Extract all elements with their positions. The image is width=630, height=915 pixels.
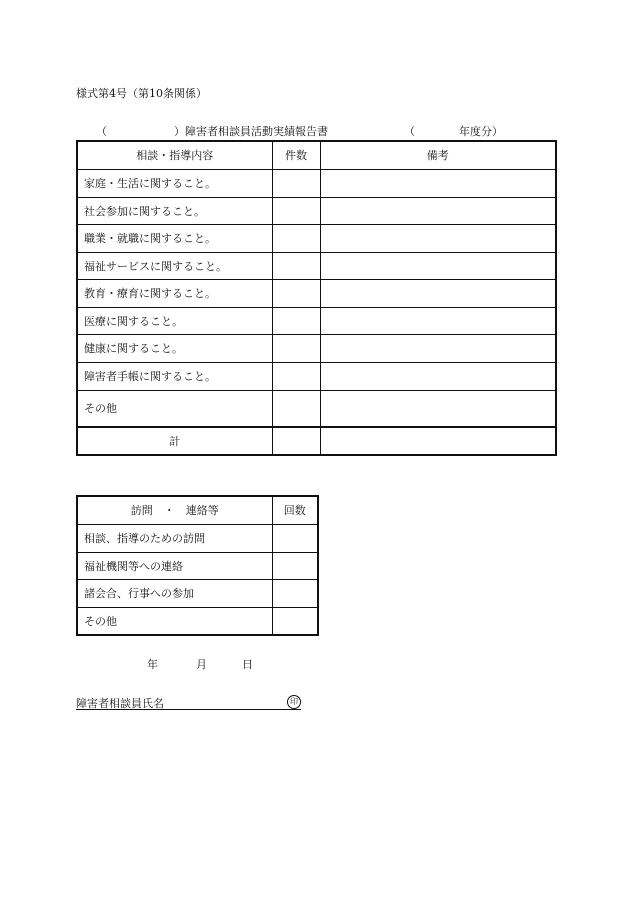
count-cell[interactable] xyxy=(272,197,320,224)
seal-mark-icon: 印 xyxy=(287,695,301,709)
total-label: 計 xyxy=(77,427,272,455)
table-row xyxy=(77,252,556,279)
remarks-cell[interactable] xyxy=(320,307,556,334)
table-row xyxy=(77,224,556,252)
row-label: 家庭・生活に関すること。 xyxy=(77,169,272,197)
table-row xyxy=(77,524,318,552)
table-row xyxy=(77,169,556,197)
row-label: 職業・就職に関すること。 xyxy=(77,224,272,252)
year-open-paren: （ xyxy=(404,125,415,138)
row-label: 相談、指導のための訪問 xyxy=(77,524,272,552)
header-remarks: 備考 xyxy=(320,141,556,169)
header-visits-contacts: 訪問 ・ 連絡等 xyxy=(77,496,272,524)
table-row xyxy=(77,390,556,427)
row-label: 教育・療育に関すること。 xyxy=(77,279,272,307)
remarks-cell[interactable] xyxy=(320,252,556,279)
form-number-label: 様式第4号（第10条関係） xyxy=(76,87,207,100)
count-cell[interactable] xyxy=(272,169,320,197)
visits-table xyxy=(76,495,319,636)
date-day-label: 日 xyxy=(242,658,253,671)
times-cell[interactable] xyxy=(272,607,318,635)
count-cell[interactable] xyxy=(272,334,320,362)
visits-header-row xyxy=(77,496,318,524)
times-cell[interactable] xyxy=(272,552,318,579)
row-label: その他 xyxy=(77,390,272,427)
table-row xyxy=(77,279,556,307)
row-label: 福祉サービスに関すること。 xyxy=(77,252,272,279)
header-times: 回数 xyxy=(272,496,318,524)
report-title: ）障害者相談員活動実績報告書 xyxy=(174,125,328,138)
remarks-cell[interactable] xyxy=(320,390,556,427)
row-label: 健康に関すること。 xyxy=(77,334,272,362)
row-label: その他 xyxy=(77,607,272,635)
table-row xyxy=(77,307,556,334)
count-cell[interactable] xyxy=(272,390,320,427)
remarks-cell[interactable] xyxy=(320,197,556,224)
table-row xyxy=(77,197,556,224)
consultation-table xyxy=(76,140,557,456)
fiscal-year-label: 年度分） xyxy=(459,125,503,138)
row-label: 社会参加に関すること。 xyxy=(77,197,272,224)
table-row xyxy=(77,334,556,362)
table-row xyxy=(77,362,556,390)
row-label: 福祉機関等への連絡 xyxy=(77,552,272,579)
times-cell[interactable] xyxy=(272,579,318,607)
date-year-label: 年 xyxy=(147,658,158,671)
table-row xyxy=(77,552,318,579)
row-label: 医療に関すること。 xyxy=(77,307,272,334)
remarks-cell[interactable] xyxy=(320,334,556,362)
signature-underline[interactable] xyxy=(76,709,301,710)
consultant-name-label: 障害者相談員氏名 xyxy=(76,697,164,710)
count-cell[interactable] xyxy=(272,252,320,279)
remarks-cell[interactable] xyxy=(320,224,556,252)
remarks-cell[interactable] xyxy=(320,279,556,307)
consultation-header-row xyxy=(77,141,556,169)
total-remarks-cell[interactable] xyxy=(320,427,556,455)
count-cell[interactable] xyxy=(272,279,320,307)
remarks-cell[interactable] xyxy=(320,362,556,390)
header-count: 件数 xyxy=(272,141,320,169)
table-row xyxy=(77,607,318,635)
count-cell[interactable] xyxy=(272,307,320,334)
count-cell[interactable] xyxy=(272,224,320,252)
date-month-label: 月 xyxy=(196,658,207,671)
total-row xyxy=(77,427,556,455)
header-consultation-content: 相談・指導内容 xyxy=(77,141,272,169)
remarks-cell[interactable] xyxy=(320,169,556,197)
times-cell[interactable] xyxy=(272,524,318,552)
count-cell[interactable] xyxy=(272,362,320,390)
row-label: 諸会合、行事への参加 xyxy=(77,579,272,607)
table-row xyxy=(77,579,318,607)
row-label: 障害者手帳に関すること。 xyxy=(77,362,272,390)
total-count-cell[interactable] xyxy=(272,427,320,455)
title-open-paren: （ xyxy=(96,125,107,138)
